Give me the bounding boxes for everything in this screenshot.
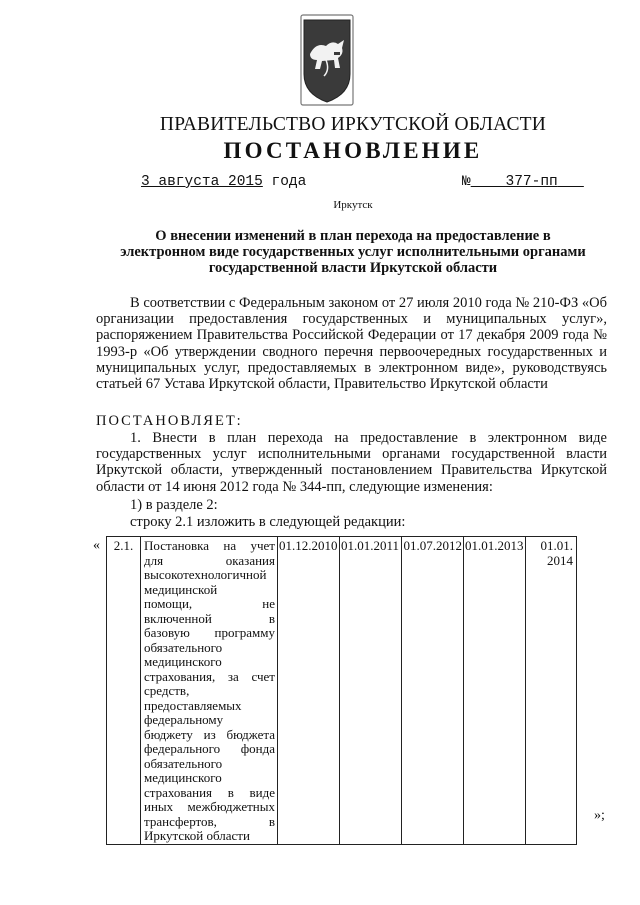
desc-line: медицинского [144,770,222,785]
date-cell: 01.07.2012 [402,537,464,845]
desc-line: для оказания [144,552,275,568]
title-line: государственной власти Иркутской области [208,260,498,276]
number-value: 377-пп [505,174,558,190]
desc-line: Иркутской области [144,828,250,843]
date-line: 01.01. [540,538,573,553]
desc-line: средств, [144,683,190,698]
desc-line: иных межбюджетных [144,799,275,814]
quote-open: « [93,538,100,553]
document-type: ПОСТАНОВЛЕНИЕ [223,138,483,163]
city-name: Иркутск [333,199,373,211]
title-line: электронном виде государственных услуг исполнительными органами [120,244,586,260]
desc-line: страхования, за счет [144,668,275,684]
date-suffix: года [271,174,307,190]
service-description-cell [141,537,278,845]
item-1-paragraph: 1. Внести в план перехода на предоставление в электронном виде государственных услуг исполнительными органами государственной власти Иркутской области, утвержденный постановлением Правительства Иркутской области от 14 июня 2012 года № 344-пп, следующие изменения: [96,430,607,495]
title-line: О внесении изменений в план перехода на предоставление в [155,228,551,244]
desc-line: бюджету из бюджета [144,726,275,742]
preamble-paragraph: В соответствии с Федеральным законом от 27 июля 2010 года № 210-ФЗ «Об организации предоставления государственных и муниципальных услуг», распоряжением Правительства Российской Федерации от 17 декабря 2009 года № 1993-р «Об утверждении сводного перечня первоочередных государственных и муниципальных услуг, предоставляемых в электронном виде», руководствуясь статьей 67 Устава Иркутской области, Правительство Иркутской области [96,295,607,393]
desc-line: высокотехнологичной [144,567,267,582]
desc-line: трансфертов, в [144,813,275,829]
instruction-paragraph: строку 2.1 изложить в следующей редакции: [130,514,406,530]
table-row [107,537,577,845]
document-number [462,174,584,190]
desc-line: помощи, не [144,596,275,611]
desc-line: предоставляемых [144,697,242,713]
date-cell: 01.01.2011 [340,537,402,845]
subitem-paragraph: 1) в разделе 2: [130,497,218,513]
quote-close: »; [594,808,605,823]
number-sign: № [462,174,471,190]
desc-line: обязательного [144,755,223,771]
row-number-cell: 2.1. [107,537,141,845]
date-line: 2014 [547,552,573,568]
desc-line: включенной в [144,610,275,626]
desc-line: базовую программу [144,625,275,640]
document-date [141,174,306,190]
desc-line: федерального фонда [144,741,275,756]
desc-line: страхования в виде [144,784,275,800]
organization-name: ПРАВИТЕЛЬСТВО ИРКУТСКОЙ ОБЛАСТИ [159,114,547,135]
document-title [90,228,616,276]
date-cell-last [526,537,577,845]
date-value: 3 августа 2015 [141,174,263,190]
decree-word: ПОСТАНОВЛЯЕТ: [96,413,243,429]
desc-line: обязательного [144,639,223,655]
coat-of-arms-emblem [300,14,354,106]
desc-line: медицинского [144,654,222,669]
amendment-table [106,536,577,845]
desc-line: медицинской [144,581,218,597]
desc-line: Постановка на учет [144,538,275,553]
date-cell: 01.12.2010 [278,537,340,845]
date-cell: 01.01.2013 [464,537,526,845]
desc-line: федеральному [144,712,224,727]
